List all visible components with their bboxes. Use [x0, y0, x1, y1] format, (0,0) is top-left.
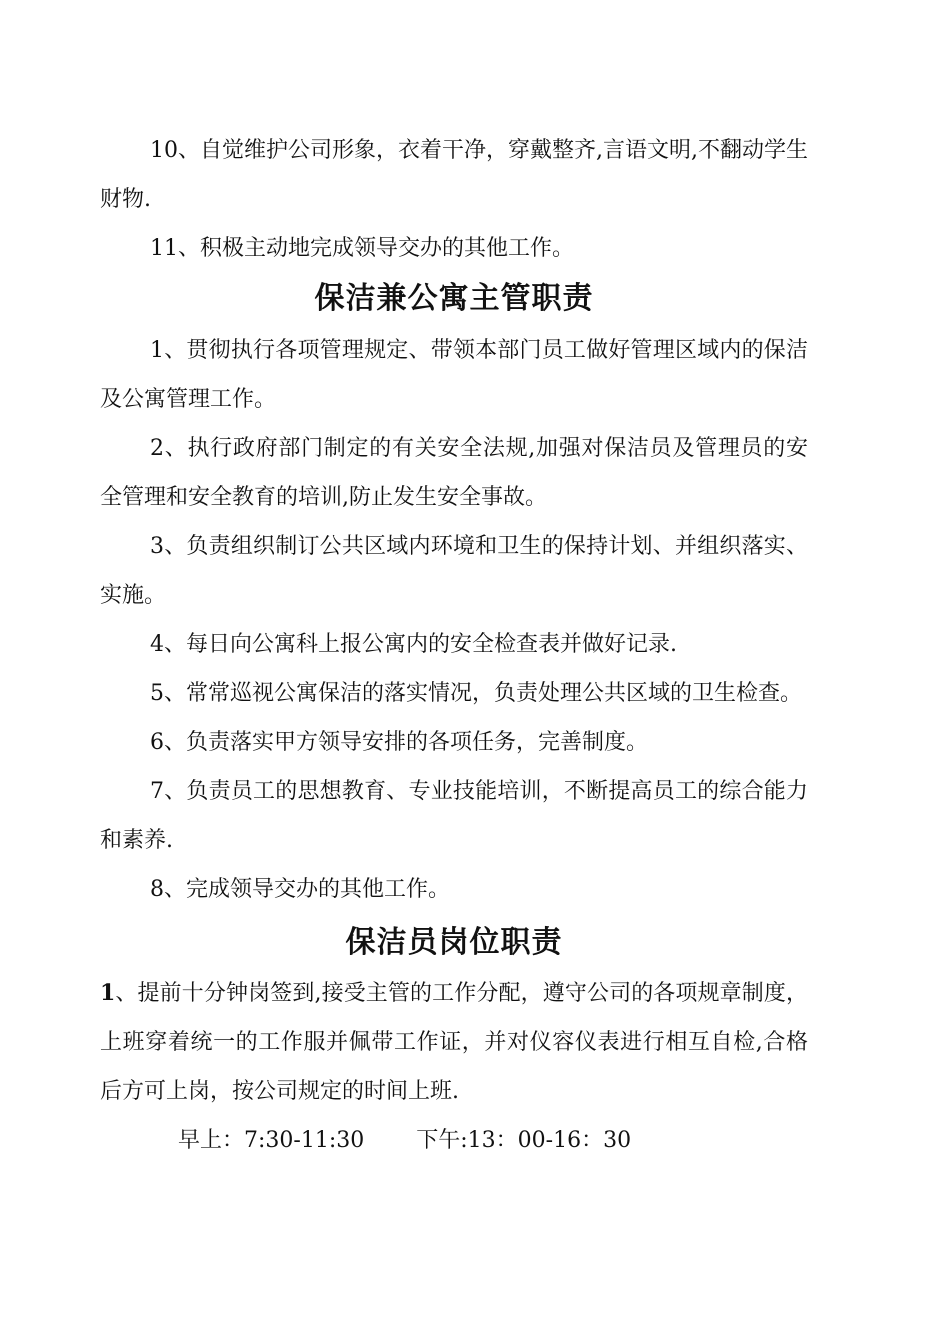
duty-item-11: 11、积极主动地完成领导交办的其他工作。 — [150, 236, 574, 261]
schedule-morning: 早上：7:30-11:30 — [178, 1128, 365, 1153]
duty-item-10: 10、自觉维护公司形象，衣着干净，穿戴整齐,言语文明,不翻动学生财物. — [100, 138, 808, 212]
supervisor-duty-item: 3、负责组织制订公共区域内环境和卫生的保持计划、并组织落实、实施。 — [100, 534, 808, 608]
cleaner-duty-item-1 — [100, 969, 808, 1116]
supervisor-duty-item: 8、完成领导交办的其他工作。 — [150, 877, 450, 902]
supervisor-duty-item: 6、负责落实甲方领导安排的各项任务，完善制度。 — [150, 730, 648, 755]
item-text: 、提前十分钟岗签到,接受主管的工作分配，遵守公司的各项规章制度，上班穿着统一的工作服并佩带工作证，并对仪容仪表进行相互自检,合格后方可上岗，按公司规定的时间上班. — [100, 981, 808, 1104]
supervisor-duty-item: 4、每日向公寓科上报公寓内的安全检查表并做好记录. — [150, 632, 677, 657]
item-number: 1 — [100, 980, 116, 1006]
section-title-cleaner: 保洁员岗位职责 — [345, 925, 563, 960]
schedule-afternoon: 下午:13：00-16：30 — [416, 1128, 632, 1153]
section-title-supervisor: 保洁兼公寓主管职责 — [314, 281, 594, 316]
supervisor-duty-item: 5、常常巡视公寓保洁的落实情况，负责处理公共区域的卫生检查。 — [150, 681, 802, 706]
supervisor-duty-item: 1、贯彻执行各项管理规定、带领本部门员工做好管理区域内的保洁及公寓管理工作。 — [100, 338, 808, 412]
work-schedule — [100, 1116, 808, 1165]
supervisor-duty-item: 7、负责员工的思想教育、专业技能培训，不断提高员工的综合能力和素养. — [100, 779, 808, 853]
supervisor-duty-item: 2、执行政府部门制定的有关安全法规,加强对保洁员及管理员的安全管理和安全教育的培训,防止发生安全事故。 — [100, 436, 808, 510]
document-body — [100, 126, 808, 1165]
